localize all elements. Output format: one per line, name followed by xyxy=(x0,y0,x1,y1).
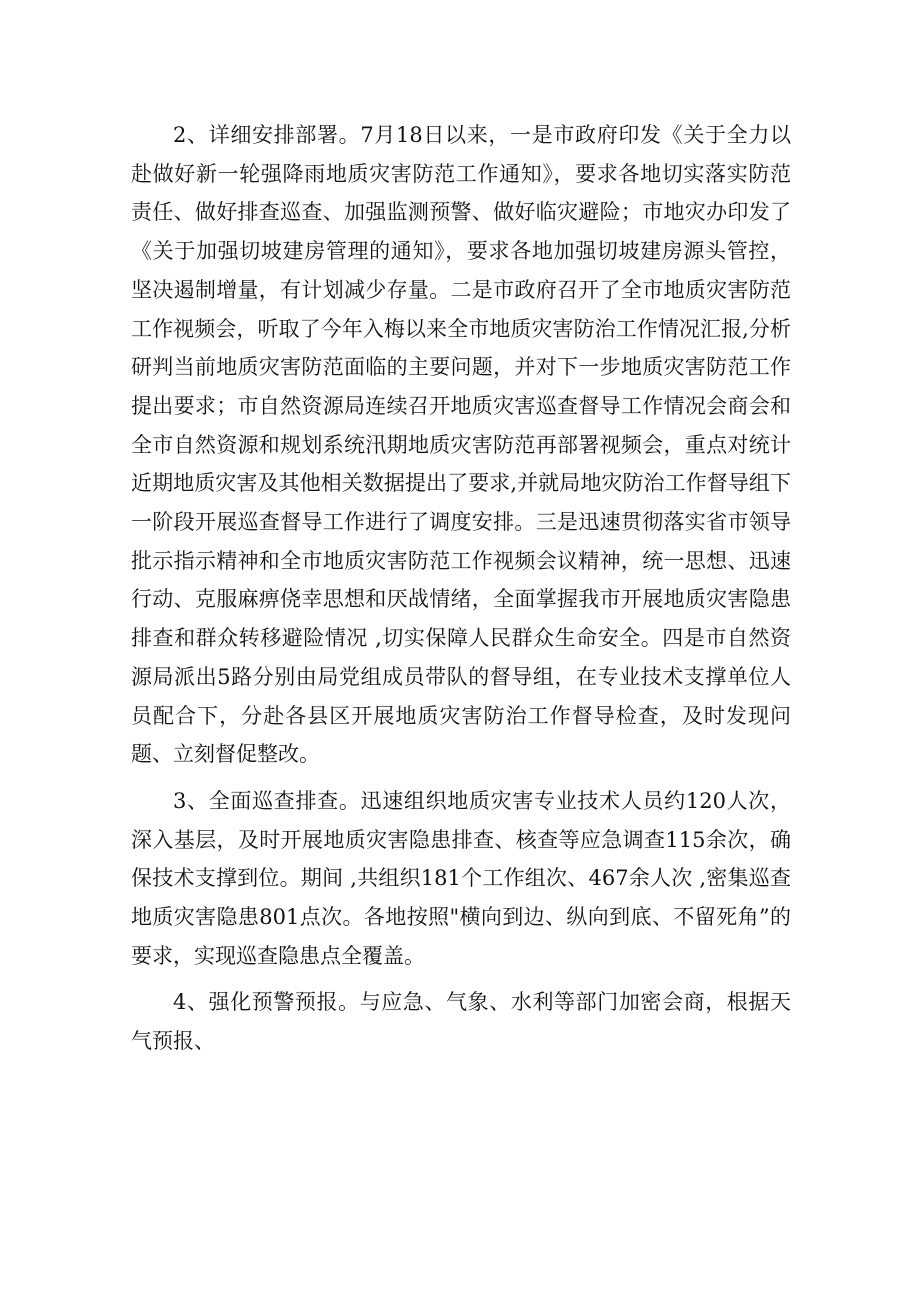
paragraph-inspection-survey: 3、全面巡查排查。迅速组织地质灾害专业技术人员约120人次，深入基层，及时开展地质灾害隐患排查、核查等应急调查115余次，确保技术支撑到位。期间 ,共组织181个工作组次、467余人次 ,密集巡查地质灾害隐患801点次。各地按照"横向到边、纵向到底、不留死角”的要求，实现巡查隐患点全覆盖。 xyxy=(131,788,791,968)
paragraph-early-warning: 4、强化预警预报。与应急、气象、水利等部门加密会商，根据天气预报、 xyxy=(131,990,791,1054)
document-body xyxy=(131,116,791,1061)
paragraph-detailed-deployment: 2、详细安排部署。7月18日以来，一是市政府印发《关于全力以赴做好新一轮强降雨地质灾害防范工作通知》，要求各地切实落实防范责任、做好排查巡查、加强监测预警、做好临灾避险；市地灾办印发了《关于加强切坡建房管理的通知》，要求各地加强切坡建房源头管控，坚决遏制增量，有计划减少存量。二是市政府召开了全市地质灾害防范工作视频会，听取了今年入梅以来全市地质灾害防治工作情况汇报,分析研判当前地质灾害防范面临的主要问题，并对下一步地质灾害防范工作提出要求；市自然资源局连续召开地质灾害巡查督导工作情况会商会和全市自然资源和规划系统汛期地质灾害防范再部署视频会，重点对统计近期地质灾害及其他相关数据提出了要求,并就局地灾防治工作督导组下一阶段开展巡查督导工作进行了调度安排。三是迅速贯彻落实省市领导批示指示精神和全市地质灾害防范工作视频会议精神，统一思想、迅速行动、克服麻痹侥幸思想和厌战情绪，全面掌握我市开展地质灾害隐患排查和群众转移避险情况 ,切实保障人民群众生命安全。四是市自然资源局派出5路分别由局党组成员带队的督导组，在专业技术支撑单位人员配合下，分赴各县区开展地质灾害防治工作督导检查，及时发现问题、立刻督促整改。 xyxy=(131,123,791,767)
